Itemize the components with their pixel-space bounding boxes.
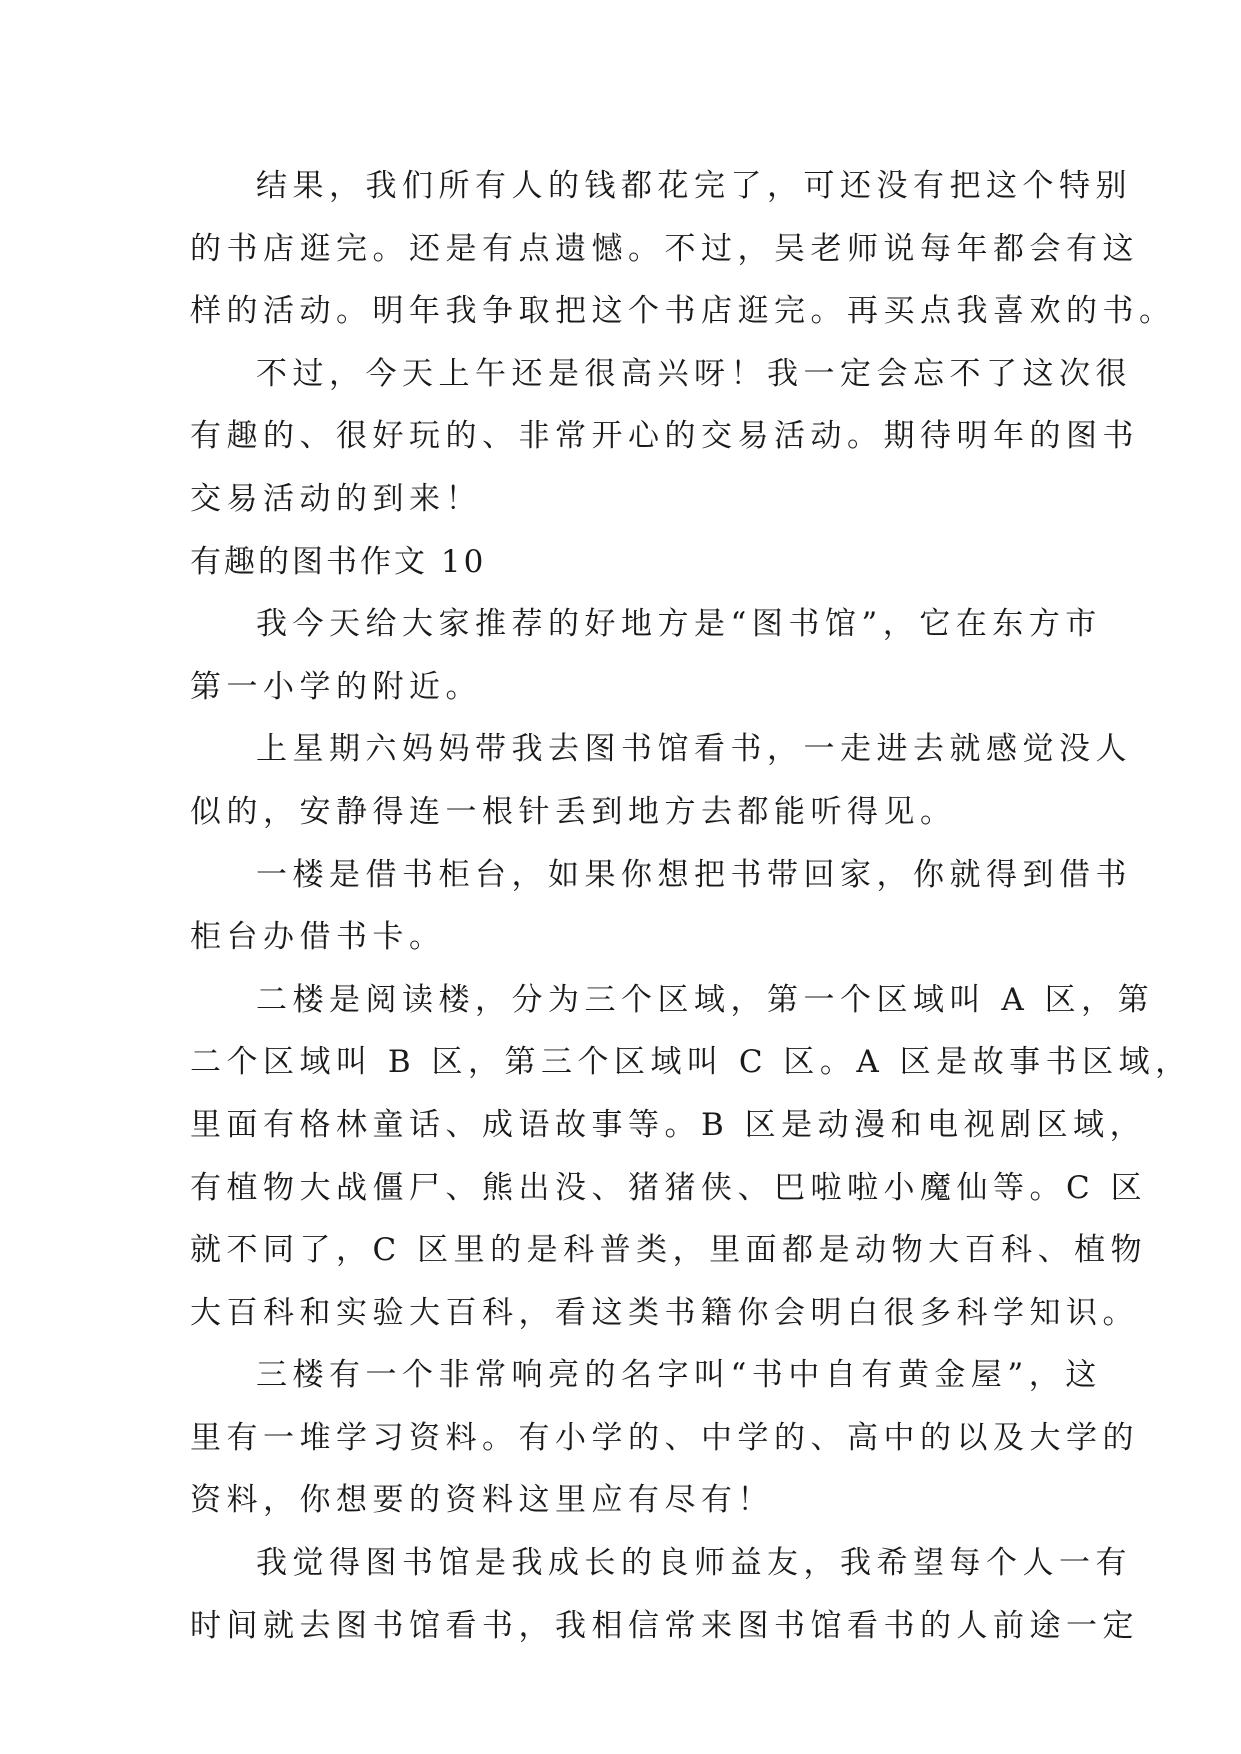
text-line: 似的，安静得连一根针丢到地方去都能听得见。	[190, 793, 957, 830]
text-line: 时间就去图书馆看书，我相信常来图书馆看书的人前途一定	[190, 1607, 1139, 1644]
paragraph	[190, 969, 1192, 1345]
text-line: 一楼是借书柜台，如果你想把书带回家，你就得到借书	[256, 856, 1132, 893]
text-line: 大百科和实验大百科，看这类书籍你会明白很多科学知识。	[190, 1294, 1139, 1331]
text-line: 就不同了，C 区里的是科普类，里面都是动物大百科、植物	[190, 1232, 1148, 1269]
text-line: 里面有格林童话、成语故事等。B 区是动漫和电视剧区域，	[190, 1106, 1147, 1143]
paragraph	[190, 593, 1102, 718]
section-heading: 有趣的图书作文 10	[190, 543, 487, 580]
text-line: 上星期六妈妈带我去图书馆看书，一走进去就感觉没人	[256, 731, 1132, 768]
text-line: 不过，今天上午还是很高兴呀！我一定会忘不了这次很	[256, 355, 1132, 392]
text-line: 我今天给大家推荐的好地方是“图书馆”，它在东方市	[256, 606, 1102, 643]
text-line: 三楼有一个非常响亮的名字叫“书中自有黄金屋”，这	[256, 1357, 1102, 1394]
paragraph	[190, 844, 1132, 969]
text-line: 有趣的、很好玩的、非常开心的交易活动。期待明年的图书	[190, 418, 1139, 455]
document-body	[190, 155, 1192, 1657]
paragraph	[190, 1532, 1139, 1657]
text-line: 的书店逛完。还是有点遗憾。不过，吴老师说每年都会有这	[190, 230, 1139, 267]
text-line: 资料，你想要的资料这里应有尽有！	[190, 1482, 774, 1519]
paragraph	[190, 343, 1139, 531]
text-line: 第一小学的附近。	[190, 668, 482, 705]
text-line: 交易活动的到来！	[190, 480, 482, 517]
paragraph	[190, 1344, 1139, 1532]
paragraph	[190, 718, 1132, 843]
text-line: 里有一堆学习资料。有小学的、中学的、高中的以及大学的	[190, 1419, 1139, 1456]
text-line: 二个区域叫 B 区，第三个区域叫 C 区。A 区是故事书区域，	[190, 1044, 1192, 1081]
text-line: 有植物大战僵尸、熊出没、猪猪侠、巴啦啦小魔仙等。C 区	[190, 1169, 1148, 1206]
text-line: 样的活动。明年我争取把这个书店逛完。再买点我喜欢的书。	[190, 293, 1176, 330]
text-line: 结果，我们所有人的钱都花完了，可还没有把这个特别	[256, 168, 1132, 204]
text-line: 我觉得图书馆是我成长的良师益友，我希望每个人一有	[256, 1545, 1132, 1582]
text-line: 柜台办借书卡。	[190, 919, 446, 956]
text-line: 二楼是阅读楼，分为三个区域，第一个区域叫 A 区，第	[256, 981, 1155, 1018]
paragraph	[190, 155, 1176, 343]
